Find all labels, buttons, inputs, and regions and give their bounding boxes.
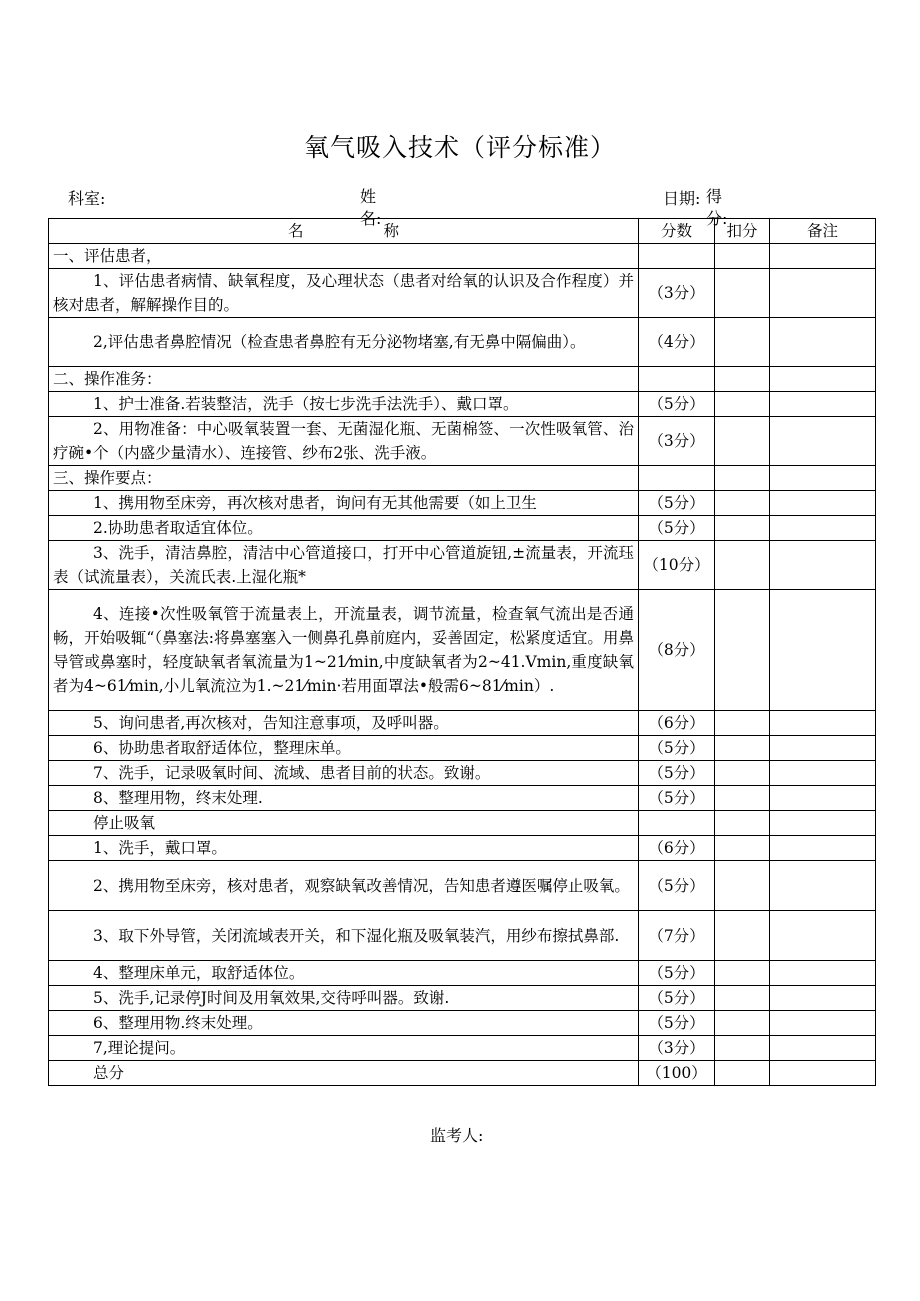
deduct-cell[interactable] — [715, 244, 770, 269]
deduct-cell[interactable] — [715, 1036, 770, 1061]
score-label: 得分: — [706, 187, 728, 228]
item-description: 二、操作准务： — [49, 367, 639, 392]
item-description: 1、携用物至床旁，再次核对患者，询问有无其他需要（如上卫生 — [49, 491, 639, 516]
deduct-cell[interactable] — [715, 1011, 770, 1036]
remark-cell[interactable] — [770, 392, 876, 417]
column-header-remark: 备注 — [770, 219, 876, 244]
item-points: （100） — [639, 1061, 715, 1086]
item-points: （5分） — [639, 761, 715, 786]
item-points: （8分） — [639, 590, 715, 711]
table-row — [49, 417, 876, 466]
table-header-row — [49, 219, 876, 244]
table-row — [49, 392, 876, 417]
item-points: （4分） — [639, 318, 715, 367]
page-title: 氧气吸入技术（评分标准） — [303, 133, 616, 162]
deduct-cell[interactable] — [715, 491, 770, 516]
deduct-cell[interactable] — [715, 367, 770, 392]
remark-cell[interactable] — [770, 541, 876, 590]
table-row — [49, 836, 876, 861]
column-header-name-part-b: 称 — [383, 222, 400, 240]
item-points: （10分） — [639, 541, 715, 590]
deduct-cell[interactable] — [715, 761, 770, 786]
scoring-table — [48, 218, 876, 1086]
item-description: 4、连接•次性吸氧管于流量表上，开流量表，调节流量，检查氧气流出是否通畅，开始吸辄“（鼻塞法:将鼻塞塞入一侧鼻孔鼻前庭内，妥善固定，松紧度适宜。用鼻导管或鼻塞时，轻度缺氧者氧流量为1~21⁄min,中度缺氧者为2~41.Vmin,重度缺氧者为4~61⁄min,小儿氧流泣为1.~21⁄min·若用面罩法•般需6~81⁄min）. — [49, 590, 639, 711]
deduct-cell[interactable] — [715, 318, 770, 367]
table-row — [49, 811, 876, 836]
item-description: 5、询问患者,再次核对，告知注意事项，及呼叫器。 — [49, 711, 639, 736]
item-description: 1、护士准备.若装整洁，洗手（按七步洗手法洗手）、戴口罩。 — [49, 392, 639, 417]
column-header-score: 分数 — [639, 219, 715, 244]
column-header-name-part-a: 名 — [287, 222, 304, 240]
item-description: 2,评估患者鼻腔情况（检查患者鼻腔有无分泌物堵塞,有无鼻中隔偏曲）。 — [49, 318, 639, 367]
item-description: 1、洗手，戴口罩。 — [49, 836, 639, 861]
item-points — [639, 811, 715, 836]
deduct-cell[interactable] — [715, 911, 770, 961]
remark-cell[interactable] — [770, 761, 876, 786]
item-points: （5分） — [639, 516, 715, 541]
item-points: （5分） — [639, 961, 715, 986]
table-row — [49, 466, 876, 491]
remark-cell[interactable] — [770, 1036, 876, 1061]
item-description: 4、整理床单元，取舒适体位。 — [49, 961, 639, 986]
remark-cell[interactable] — [770, 516, 876, 541]
remark-cell[interactable] — [770, 786, 876, 811]
item-points: （3分） — [639, 269, 715, 318]
item-points: （5分） — [639, 392, 715, 417]
table-row — [49, 541, 876, 590]
remark-cell[interactable] — [770, 736, 876, 761]
item-description: 6、整理用物.终末处理。 — [49, 1011, 639, 1036]
column-header-deduct: 扣分 — [715, 219, 770, 244]
table-row — [49, 736, 876, 761]
item-points: （6分） — [639, 711, 715, 736]
deduct-cell[interactable] — [715, 961, 770, 986]
item-description: 3、洗手，清洁鼻腔，清洁中心管道接口，打开中心管道旋钮,±流量表，开流珏表（试流量表），关流氏表.上湿化瓶* — [49, 541, 639, 590]
deduct-cell[interactable] — [715, 590, 770, 711]
remark-cell[interactable] — [770, 836, 876, 861]
deduct-cell[interactable] — [715, 392, 770, 417]
table-row — [49, 711, 876, 736]
remark-cell[interactable] — [770, 711, 876, 736]
name-label: 姓名: — [360, 187, 382, 228]
item-description: 3、取下外导管，关闭流域表开关，和下湿化瓶及吸氧装汽，用纱布擦拭鼻部. — [49, 911, 639, 961]
item-description: 停止吸氧 — [49, 811, 639, 836]
remark-cell[interactable] — [770, 986, 876, 1011]
item-points: （6分） — [639, 836, 715, 861]
remark-cell[interactable] — [770, 318, 876, 367]
table-row — [49, 761, 876, 786]
remark-cell[interactable] — [770, 811, 876, 836]
item-points: （5分） — [639, 1011, 715, 1036]
item-description: 5、洗手,记录停J时间及用氧效果,交待呼叫器。致谢. — [49, 986, 639, 1011]
examiner-label: 监考人: — [430, 1126, 484, 1145]
item-points — [639, 466, 715, 491]
deduct-cell[interactable] — [715, 417, 770, 466]
deduct-cell[interactable] — [715, 541, 770, 590]
table-row — [49, 318, 876, 367]
item-description: 2、携用物至床旁，核对患者，观察缺氧改善情况，告知患者遵医嘱停止吸氧。 — [49, 861, 639, 911]
deduct-cell[interactable] — [715, 516, 770, 541]
table-row — [49, 961, 876, 986]
item-points: （5分） — [639, 986, 715, 1011]
date-label: 日期: — [663, 189, 701, 208]
deduct-cell[interactable] — [715, 811, 770, 836]
table-row — [49, 786, 876, 811]
department-label: 科室: — [68, 189, 106, 208]
remark-cell[interactable] — [770, 466, 876, 491]
item-points — [639, 367, 715, 392]
remark-cell[interactable] — [770, 367, 876, 392]
deduct-cell[interactable] — [715, 861, 770, 911]
remark-cell[interactable] — [770, 244, 876, 269]
item-points: （5分） — [639, 861, 715, 911]
item-description: 2、用物准备：中心吸氧装置一套、无菌湿化瓶、无菌棉签、一次性吸氧管、治疗碗•个（内盛少量清水）、连接管、纱布2张、洗手液。 — [49, 417, 639, 466]
item-points: （5分） — [639, 491, 715, 516]
deduct-cell[interactable] — [715, 786, 770, 811]
item-points: （7分） — [639, 911, 715, 961]
column-header-name — [49, 219, 639, 244]
item-points: （3分） — [639, 417, 715, 466]
table-row — [49, 269, 876, 318]
item-description: 7、洗手，记录吸氧时间、流域、患者目前的状态。致谢。 — [49, 761, 639, 786]
table-row — [49, 1061, 876, 1086]
table-row — [49, 1011, 876, 1036]
item-description: 一、评估患者， — [49, 244, 639, 269]
deduct-cell[interactable] — [715, 736, 770, 761]
remark-cell[interactable] — [770, 1061, 876, 1086]
deduct-cell[interactable] — [715, 836, 770, 861]
remark-cell[interactable] — [770, 961, 876, 986]
item-points: （5分） — [639, 736, 715, 761]
item-description: 三、操作要点： — [49, 466, 639, 491]
item-points: （5分） — [639, 786, 715, 811]
remark-cell[interactable] — [770, 491, 876, 516]
item-description: 2.协助患者取适宜体位。 — [49, 516, 639, 541]
remark-cell[interactable] — [770, 590, 876, 711]
deduct-cell[interactable] — [715, 1061, 770, 1086]
item-description: 8、整理用物，终末处理. — [49, 786, 639, 811]
deduct-cell[interactable] — [715, 986, 770, 1011]
remark-cell[interactable] — [770, 911, 876, 961]
item-description: 1、评估患者病情、缺氧程度，及心理状态（患者对给氧的认识及合作程度）并核对患者，解解操作目的。 — [49, 269, 639, 318]
table-row — [49, 861, 876, 911]
deduct-cell[interactable] — [715, 466, 770, 491]
remark-cell[interactable] — [770, 1011, 876, 1036]
table-row — [49, 516, 876, 541]
item-points — [639, 244, 715, 269]
table-row — [49, 491, 876, 516]
remark-cell[interactable] — [770, 417, 876, 466]
item-description: 6、协助患者取舒适体位，整理床单。 — [49, 736, 639, 761]
table-row — [49, 1036, 876, 1061]
deduct-cell[interactable] — [715, 269, 770, 318]
table-row — [49, 367, 876, 392]
deduct-cell[interactable] — [715, 711, 770, 736]
table-row — [49, 911, 876, 961]
item-description: 7,理论提问。 — [49, 1036, 639, 1061]
remark-cell[interactable] — [770, 269, 876, 318]
item-points: （3分） — [639, 1036, 715, 1061]
item-description: 总分 — [49, 1061, 639, 1086]
table-row — [49, 986, 876, 1011]
table-row — [49, 244, 876, 269]
table-row — [49, 590, 876, 711]
remark-cell[interactable] — [770, 861, 876, 911]
